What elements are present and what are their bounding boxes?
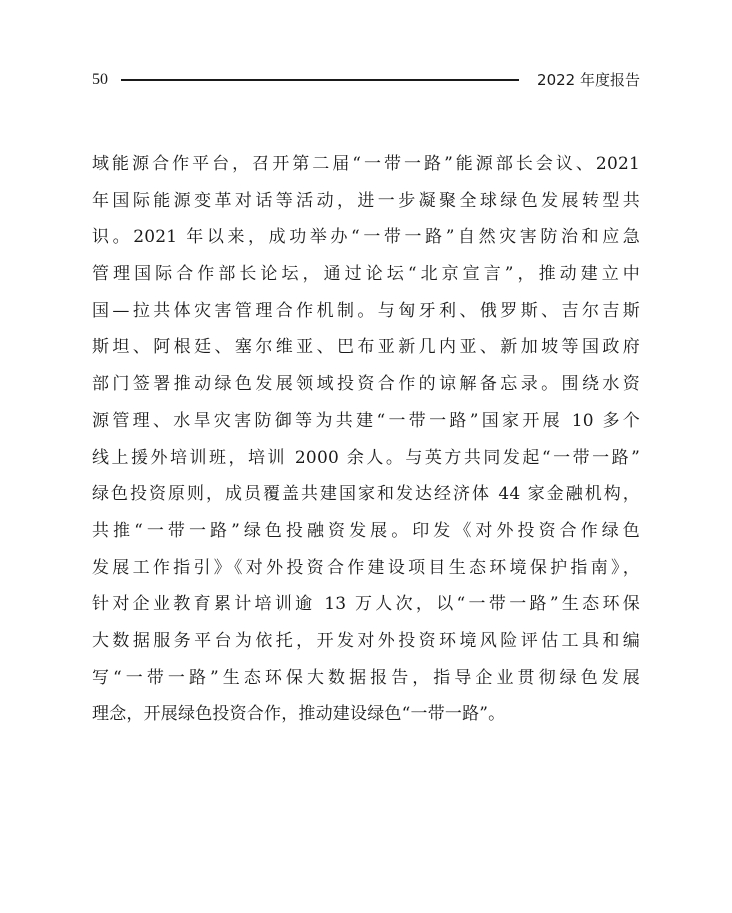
paragraph-line: 国—拉共体灾害管理合作机制。与匈牙利、俄罗斯、吉尔吉斯 [92, 300, 640, 321]
paragraph-line: 共推“一带一路”绿色投融资发展。印发《对外投资合作绿色 [92, 520, 640, 541]
paragraph-line: 理念，开展绿色投资合作，推动建设绿色“一带一路”。 [92, 704, 506, 725]
paragraph-line: 绿色投资原则，成员覆盖共建国家和发达经济体 44 家金融机构， [92, 484, 640, 505]
paragraph-line: 管理国际合作部长论坛，通过论坛“北京宣言”，推动建立中 [92, 264, 640, 285]
page-header [92, 66, 640, 94]
paragraph-line: 针对企业教育累计培训逾 13 万人次，以“一带一路”生态环保 [92, 594, 640, 615]
report-title: 2022 年度报告 [537, 71, 640, 89]
header-rule [121, 79, 519, 81]
paragraph-line: 源管理、水旱灾害防御等为共建“一带一路”国家开展 10 多个 [92, 410, 640, 431]
paragraph-line: 部门签署推动绿色发展领域投资合作的谅解备忘录。围绕水资 [92, 374, 640, 395]
paragraph-line: 年国际能源变革对话等活动，进一步凝聚全球绿色发展转型共 [92, 190, 640, 211]
paragraph-line: 写“一带一路”生态环保大数据报告，指导企业贯彻绿色发展 [92, 667, 640, 688]
paragraph-line: 域能源合作平台，召开第二届“一带一路”能源部长会议、2021 [92, 154, 640, 174]
paragraph-line: 斯坦、阿根廷、塞尔维亚、巴布亚新几内亚、新加坡等国政府 [92, 337, 640, 358]
paragraph-line: 发展工作指引》《对外投资合作建设项目生态环境保护指南》， [92, 557, 640, 578]
body-paragraph [92, 146, 640, 733]
paragraph-line: 大数据服务平台为依托，开发对外投资环境风险评估工具和编 [92, 630, 640, 651]
paragraph-line: 线上援外培训班，培训 2000 余人。与英方共同发起“一带一路” [92, 447, 640, 468]
page-number: 50 [92, 71, 108, 88]
paragraph-line: 识。2021 年以来，成功举办“一带一路”自然灾害防治和应急 [92, 227, 640, 248]
